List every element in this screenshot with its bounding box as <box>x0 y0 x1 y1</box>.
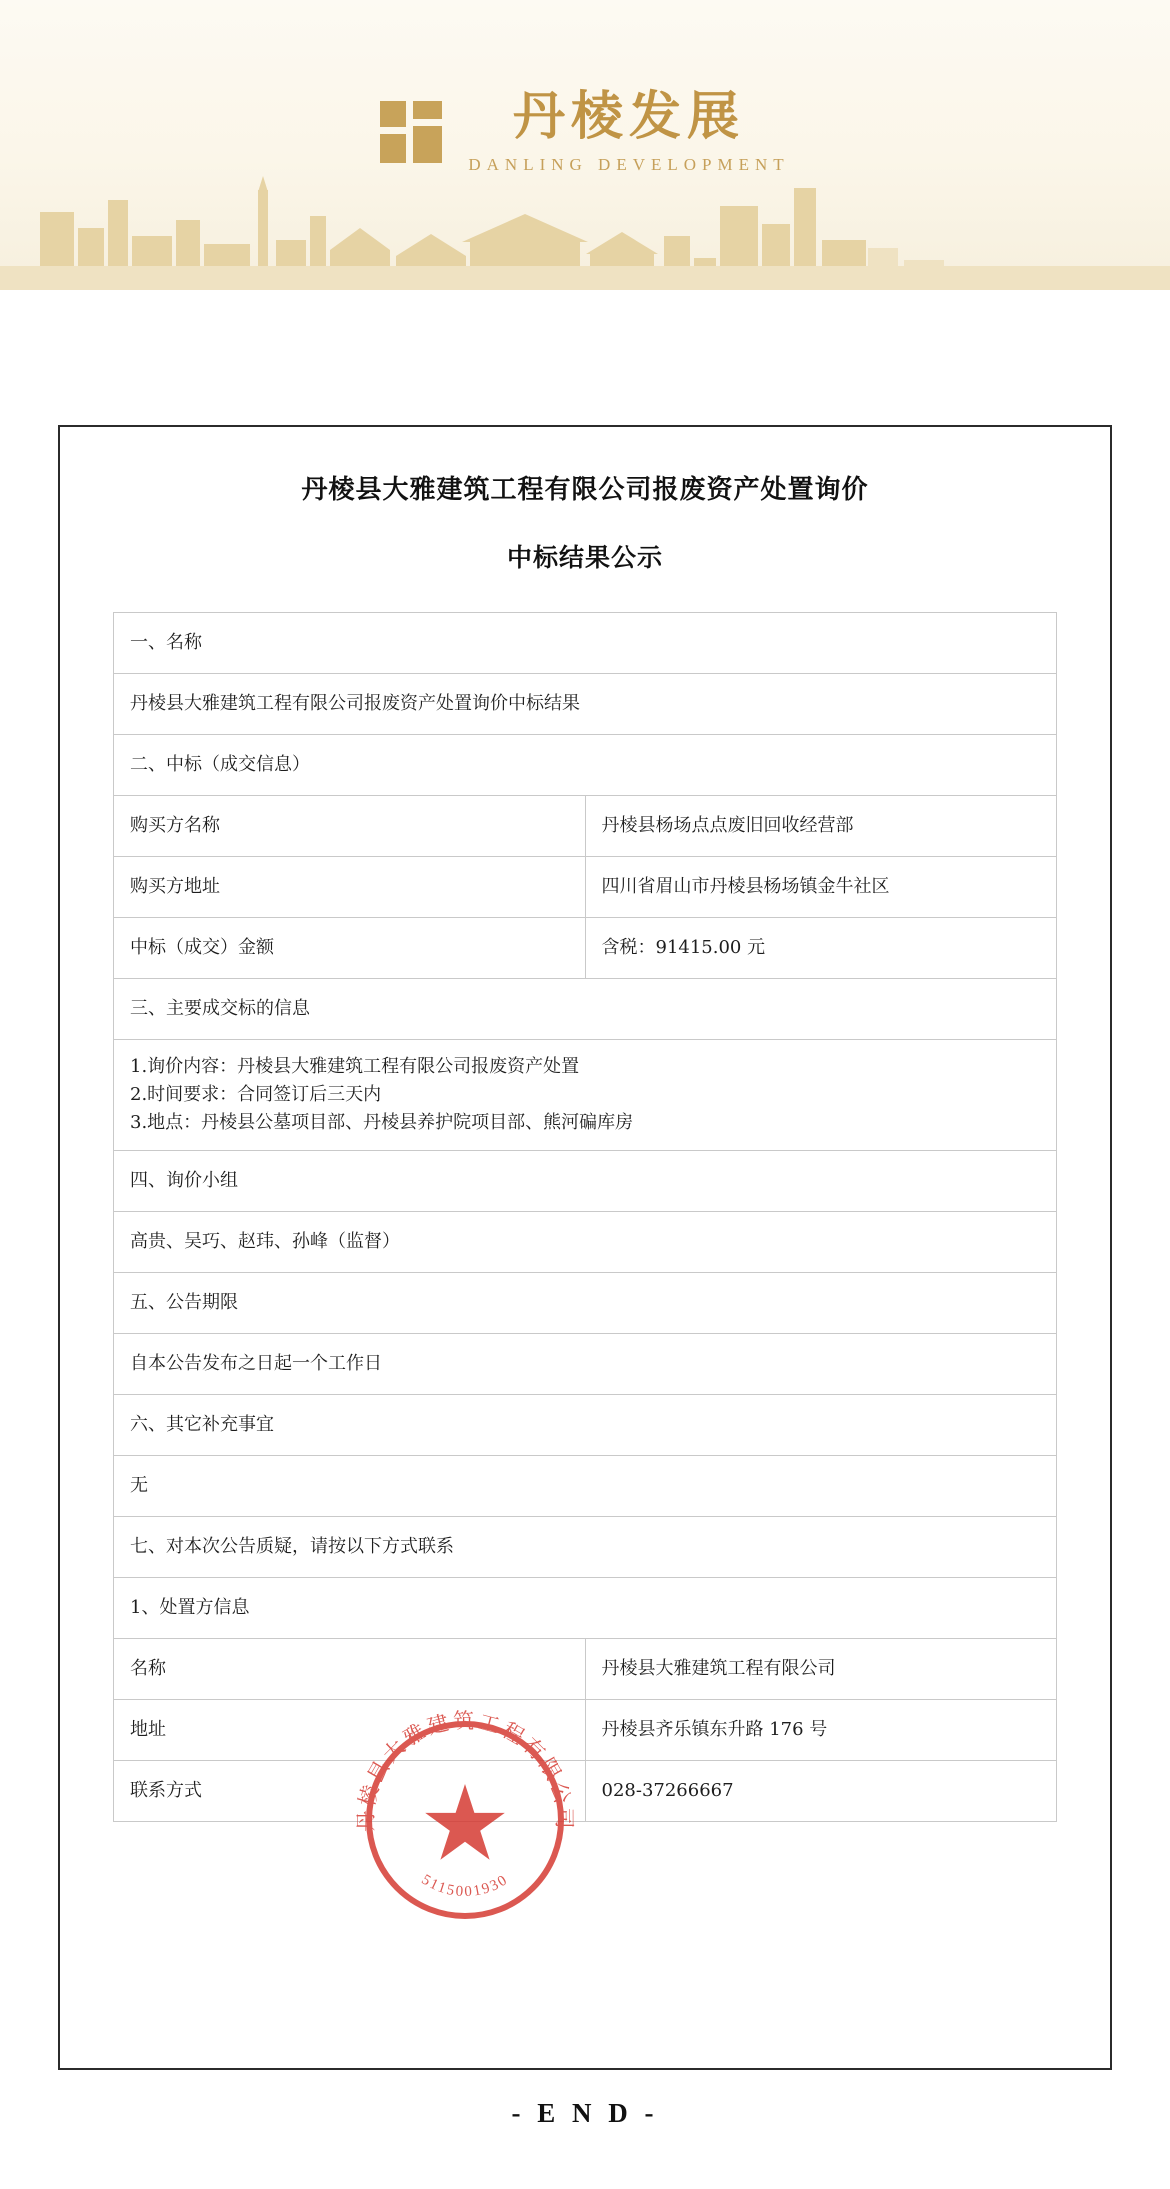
table-row <box>114 979 1057 1040</box>
buyer-address-value: 四川省眉山市丹棱县杨场镇金牛社区 <box>585 857 1057 918</box>
brand-name-cn: 丹棱发展 <box>512 86 745 147</box>
brand-name-en: DANLING DEVELOPMENT <box>468 155 790 175</box>
inquiry-group-members: 高贵、吴巧、赵玮、孙峰（监督） <box>114 1211 1057 1272</box>
subject-line-3: 3.地点：丹棱县公墓项目部、丹棱县养护院项目部、熊河碥库房 <box>130 1111 634 1133</box>
disposer-name-label: 名称 <box>114 1638 586 1699</box>
table-row <box>114 1211 1057 1272</box>
page-header-banner <box>0 0 1170 290</box>
table-row <box>114 674 1057 735</box>
disposer-address-label: 地址 <box>114 1699 586 1760</box>
city-skyline-decoration <box>0 170 1170 290</box>
table-row <box>114 857 1057 918</box>
svg-text:丹棱县大雅建筑工程有限公司: 丹棱县大雅建筑工程有限公司 <box>353 1709 577 1832</box>
other-value: 无 <box>114 1455 1057 1516</box>
section-heading-period: 五、公告期限 <box>114 1272 1057 1333</box>
award-amount-value: 含税：91415.00 元 <box>585 918 1057 979</box>
square-grid-logo-icon <box>380 101 442 163</box>
table-row <box>114 1638 1057 1699</box>
table-row <box>114 918 1057 979</box>
table-row <box>114 1040 1057 1151</box>
announcement-table <box>113 612 1057 1822</box>
announcement-document <box>58 425 1112 2070</box>
disposer-phone-value: 028-37266667 <box>585 1760 1057 1821</box>
buyer-name-value: 丹棱县杨场点点废旧回收经营部 <box>585 796 1057 857</box>
page-title: 丹棱县大雅建筑工程有限公司报废资产处置询价 <box>301 475 869 505</box>
table-row <box>114 1577 1057 1638</box>
table-row <box>114 1699 1057 1760</box>
subsection-heading-disposer: 1、处置方信息 <box>114 1577 1057 1638</box>
table-row <box>114 1150 1057 1211</box>
banner-inner <box>0 0 1170 290</box>
page-subtitle: 中标结果公示 <box>506 543 663 572</box>
svg-text:5115001930: 5115001930 <box>418 1871 512 1901</box>
disposer-phone-label: 联系方式 <box>114 1760 586 1821</box>
section-heading-award: 二、中标（成交信息） <box>114 735 1057 796</box>
subject-line-2: 2.时间要求：合同签订后三天内 <box>130 1083 382 1105</box>
document-heading <box>60 427 1110 574</box>
award-amount-label: 中标（成交）金额 <box>114 918 586 979</box>
buyer-name-label: 购买方名称 <box>114 796 586 857</box>
subject-details-cell <box>114 1040 1057 1151</box>
table-row <box>114 1272 1057 1333</box>
subject-line-1: 1.询价内容：丹棱县大雅建筑工程有限公司报废资产处置 <box>130 1056 580 1077</box>
brand-lockup <box>0 88 1170 175</box>
section-heading-inquiry-group: 四、询价小组 <box>114 1150 1057 1211</box>
table-row <box>114 1516 1057 1577</box>
table-row <box>114 796 1057 857</box>
table-row <box>114 1760 1057 1821</box>
end-marker: - E N D - <box>511 2098 659 2128</box>
buyer-address-label: 购买方地址 <box>114 857 586 918</box>
section-heading-subject: 三、主要成交标的信息 <box>114 979 1057 1040</box>
table-row <box>114 1333 1057 1394</box>
table-row <box>114 613 1057 674</box>
project-name-value: 丹棱县大雅建筑工程有限公司报废资产处置询价中标结果 <box>114 674 1057 735</box>
section-heading-name: 一、名称 <box>114 613 1057 674</box>
disposer-name-value: 丹棱县大雅建筑工程有限公司 <box>585 1638 1057 1699</box>
period-value: 自本公告发布之日起一个工作日 <box>114 1333 1057 1394</box>
disposer-address-value: 丹棱县齐乐镇东升路 176 号 <box>585 1699 1057 1760</box>
section-heading-contact: 七、对本次公告质疑，请按以下方式联系 <box>114 1516 1057 1577</box>
section-heading-other: 六、其它补充事宜 <box>114 1394 1057 1455</box>
brand-text <box>468 88 789 175</box>
table-row <box>114 1455 1057 1516</box>
table-row <box>114 1394 1057 1455</box>
table-row <box>114 735 1057 796</box>
